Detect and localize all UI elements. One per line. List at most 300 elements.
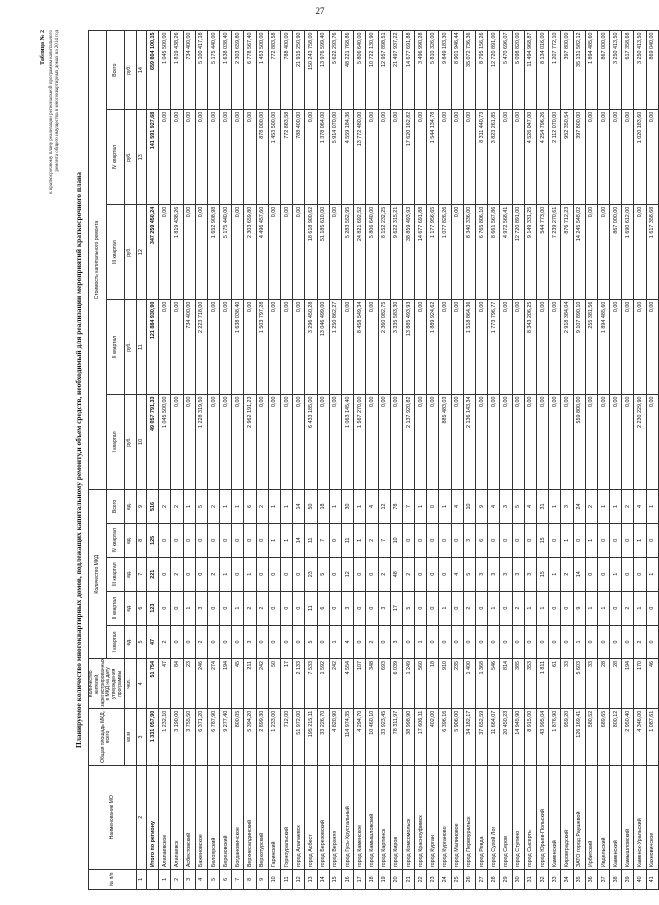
table-cell: 402,00 <box>427 709 439 766</box>
table-cell: 1 <box>646 557 658 591</box>
table-cell: 30 <box>341 489 353 523</box>
table-row <box>268 31 280 890</box>
table-cell: Камышловский <box>622 765 634 869</box>
table-cell: 1 889 924,62 <box>427 300 439 395</box>
table-cell: 8 152 232,25 <box>378 205 390 300</box>
table-cell: 1 638 038,40 <box>232 300 244 395</box>
table-row <box>634 31 646 890</box>
table-cell: 195 215,11 <box>305 709 317 766</box>
col-header-mkd-q2: II квартал <box>107 591 124 625</box>
table-cell: 0 <box>220 523 232 557</box>
table-cell: Горноуральский <box>281 765 293 869</box>
table-cell: 0 <box>634 557 646 591</box>
table-cell: 1 <box>524 591 536 625</box>
table-cell: 0 <box>415 557 427 591</box>
table-cell: 1 <box>183 591 195 625</box>
table-cell: 5 <box>317 557 329 591</box>
table-cell: 0,00 <box>232 110 244 205</box>
table-cell: 0,00 <box>415 395 427 490</box>
table-cell: 33 <box>585 659 597 709</box>
table-cell: 1 <box>220 557 232 591</box>
table-row <box>195 31 207 890</box>
table-cell: 559 800,00 <box>573 395 585 490</box>
table-cell: 952 350,54 <box>561 110 573 205</box>
table-cell: 16 <box>341 869 353 889</box>
table-cell: 47 <box>159 659 171 709</box>
table-cell: 0 <box>293 591 305 625</box>
table-cell: 0 <box>622 557 634 591</box>
table-cell: 6 765 806,10 <box>476 205 488 300</box>
table-cell: 274 <box>207 659 219 709</box>
table-cell: 17 <box>390 591 402 625</box>
table-cell: город Березовский <box>317 765 329 869</box>
table-cell: 12 720 891,00 <box>512 205 524 300</box>
table-cell: 1 <box>281 489 293 523</box>
table-cell: 8 343 206,25 <box>524 300 536 395</box>
table-cell: 27 <box>476 869 488 889</box>
table-cell: 0 <box>159 523 171 557</box>
table-cell: 25 <box>451 869 463 889</box>
table-cell: 5 470 696,07 <box>500 31 512 110</box>
document-title: Планируемое количество многоквартирных домов, подлежащих капитальному ремонту,и объем средств, необходимый для реализации мероприятий краткосрочного плана <box>74 172 83 748</box>
table-row <box>463 31 475 890</box>
table-row <box>561 31 573 890</box>
table-cell: 1 400 <box>463 659 475 709</box>
table-cell: 3 <box>524 557 536 591</box>
table-cell: 4 <box>451 557 463 591</box>
table-cell: 0,00 <box>488 395 500 490</box>
table-cell: 33 <box>561 659 573 709</box>
table-cell: 1 819 438,26 <box>171 205 183 300</box>
table-cell: 0 <box>476 625 488 659</box>
table-cell: 12 <box>341 557 353 591</box>
table-cell: 0,00 <box>415 300 427 395</box>
table-cell: Белоярский <box>207 765 219 869</box>
table-cell: 544 773,00 <box>536 205 548 300</box>
table-cell: 0,00 <box>341 300 353 395</box>
table-cell: город Комсомольск <box>402 765 414 869</box>
table-cell: 1 592 <box>317 659 329 709</box>
table-cell: 788 400,00 <box>281 31 293 110</box>
table-cell: 8 311 440,73 <box>476 110 488 205</box>
table-cell: 1 503 797,28 <box>256 300 268 395</box>
table-cell: 125 <box>146 523 158 557</box>
table-cell: 6 371,20 <box>195 709 207 766</box>
table-cell: 353 <box>524 659 536 709</box>
table-cell: 5 806 640,00 <box>354 31 366 110</box>
table-cell: 0,00 <box>610 395 622 490</box>
table-cell: город Ревда <box>476 765 488 869</box>
table-cell: 0,00 <box>366 395 378 490</box>
table-cell: 3 <box>488 557 500 591</box>
table-cell: 0,00 <box>561 395 573 490</box>
table-cell: 1 331 057,90 <box>146 709 158 766</box>
table-cell: 84 <box>171 659 183 709</box>
col-header-num: № п/п <box>89 869 137 889</box>
table-cell: 800,05 <box>232 709 244 766</box>
table-cell: 0,00 <box>159 110 171 205</box>
table-cell: 0,00 <box>463 110 475 205</box>
table-cell: 126 169,41 <box>573 709 585 766</box>
table-cell: город Курган <box>427 765 439 869</box>
table-cell: 1 819 438,26 <box>171 31 183 110</box>
table-cell: 0 <box>451 523 463 557</box>
table-cell: 28 <box>488 869 500 889</box>
table-cell: 0,00 <box>317 395 329 490</box>
table-cell: 1 <box>585 523 597 557</box>
table-cell: 2 133 <box>293 659 305 709</box>
table-cell: город Серов <box>500 765 512 869</box>
table-cell: 5 098 820,00 <box>512 31 524 110</box>
table-cell: город Красноуфимск <box>415 765 427 869</box>
table-cell: 6 <box>476 523 488 557</box>
table-cell: 4 254 796,26 <box>536 110 548 205</box>
table-cell: город Асбест <box>305 765 317 869</box>
table-cell: 0 <box>597 523 609 557</box>
table-cell: 1 <box>439 591 451 625</box>
table-cell: 0,00 <box>183 110 195 205</box>
table-cell: 0,00 <box>183 395 195 490</box>
table-cell: 26 <box>463 869 475 889</box>
table-cell: 3 <box>195 591 207 625</box>
table-cell: Каменский <box>610 765 622 869</box>
table-cell: 0,00 <box>610 110 622 205</box>
col-header-cost-q3: III квартал <box>107 205 124 300</box>
table-cell: 24 <box>439 869 451 889</box>
unit-area: кв.м <box>124 709 136 766</box>
table-cell: Гаринский <box>268 765 280 869</box>
table-cell: 0 <box>354 557 366 591</box>
table-cell: 194 <box>622 659 634 709</box>
table-row <box>354 31 366 890</box>
table-cell: Ивдельский <box>597 765 609 869</box>
table-cell: 1 544 134,78 <box>427 110 439 205</box>
table-cell: 9 <box>256 869 268 889</box>
table-cell: 1 378 064,00 <box>317 110 329 205</box>
table-cell: 47 <box>146 625 158 659</box>
table-cell: 1 <box>610 557 622 591</box>
table-cell: город Камышловский <box>366 765 378 869</box>
table-cell: 3 250 413,50 <box>634 31 646 110</box>
table-cell: 0,00 <box>207 300 219 395</box>
table-cell: 0,00 <box>171 395 183 490</box>
table-cell: 0,00 <box>646 300 658 395</box>
table-cell: 170 <box>634 659 646 709</box>
table-cell: 9 <box>476 489 488 523</box>
table-cell: 0,00 <box>451 300 463 395</box>
table-cell: 734 400,00 <box>183 300 195 395</box>
table-cell: 0,00 <box>622 300 634 395</box>
table-cell: 18 <box>427 659 439 709</box>
table-cell: Ирбитский <box>585 765 597 869</box>
table-cell: Верхнесалдинский <box>244 765 256 869</box>
table-cell: 9 277,40 <box>220 709 232 766</box>
table-cell: 31 <box>536 489 548 523</box>
table-cell: 9 <box>136 489 146 523</box>
table-cell: 12 <box>378 489 390 523</box>
table-cell: 6 <box>317 591 329 625</box>
table-cell: 0 <box>268 625 280 659</box>
table-cell: 23 <box>183 659 195 709</box>
table-cell: 0 <box>512 625 524 659</box>
table-cell: 14 945,90 <box>512 709 524 766</box>
table-cell: 0 <box>268 591 280 625</box>
appendix-note <box>40 30 62 330</box>
table-cell: 4 <box>195 869 207 889</box>
table-cell: 10 <box>268 869 280 889</box>
table-cell: 0 <box>597 557 609 591</box>
table-cell: 10 <box>136 395 146 490</box>
table-cell: 5 906,00 <box>451 709 463 766</box>
table-cell: 18 618 900,62 <box>305 205 317 300</box>
table-cell: 0 <box>415 523 427 557</box>
table-cell: 4 <box>366 489 378 523</box>
table-cell: 0 <box>573 523 585 557</box>
table-cell: 5 810 326,00 <box>427 31 439 110</box>
table-cell: 8 <box>136 523 146 557</box>
table-cell: 3 755,50 <box>183 709 195 766</box>
table-row <box>585 31 597 890</box>
table-row <box>415 31 427 890</box>
table-cell: 2 137 920,82 <box>402 395 414 490</box>
table-cell: 0 <box>439 625 451 659</box>
table-cell: Богдановичское <box>232 765 244 869</box>
table-cell: 11 <box>305 591 317 625</box>
table-cell: 1 453 500,00 <box>268 110 280 205</box>
table-cell: 0,00 <box>524 395 536 490</box>
table-cell: 1 <box>244 557 256 591</box>
table-cell: 2 899,30 <box>256 709 268 766</box>
table-row <box>183 31 195 890</box>
table-cell: 0 <box>366 591 378 625</box>
table-cell: 0,00 <box>195 110 207 205</box>
table-cell: 235 <box>451 659 463 709</box>
table-cell: 910 <box>439 659 451 709</box>
table-cell: 1 063 145,40 <box>341 395 353 490</box>
table-cell: 7 <box>317 523 329 557</box>
table-cell: 0,00 <box>597 110 609 205</box>
table-cell: 8 795 156,26 <box>476 31 488 110</box>
table-cell: 3 <box>512 557 524 591</box>
table-cell: 0,00 <box>159 300 171 395</box>
table-cell: 5 <box>512 489 524 523</box>
unit-residents: чел. <box>124 659 136 709</box>
table-row <box>646 31 658 890</box>
table-cell: Каменский <box>549 765 561 869</box>
table-cell: 0,00 <box>451 110 463 205</box>
table-cell: 211 <box>244 659 256 709</box>
unit-cost-q2: руб. <box>124 300 136 395</box>
table-cell: 33 923,45 <box>378 709 390 766</box>
table-cell: 2 <box>195 625 207 659</box>
table-cell: 2 <box>622 591 634 625</box>
table-cell: 0,00 <box>293 300 305 395</box>
table-cell: 39 <box>622 869 634 889</box>
table-cell: 1 232,10 <box>159 709 171 766</box>
table-cell: 0,00 <box>195 205 207 300</box>
table-cell: 4 <box>136 659 146 709</box>
table-cell: 11 <box>281 869 293 889</box>
table-cell: 0 <box>488 523 500 557</box>
table-cell: 3 <box>244 625 256 659</box>
table-cell: Алапаевск <box>171 765 183 869</box>
table-cell: 14 <box>136 31 146 110</box>
appendix-line-2: ремонта общего имущества в многоквартирных домах на 2014 год <box>55 30 60 172</box>
table-cell: 14 677 691,88 <box>415 205 427 300</box>
table-cell: 617 358,68 <box>622 31 634 110</box>
table-cell: 0,00 <box>390 395 402 490</box>
table-cell: 1 <box>549 557 561 591</box>
table-cell: Верхотурский <box>256 765 268 869</box>
table-cell: 772 883,58 <box>281 110 293 205</box>
table-cell: 28 <box>610 659 622 709</box>
table-cell: 0,00 <box>232 395 244 490</box>
table-cell: 0,00 <box>634 300 646 395</box>
table-cell: 5 <box>402 591 414 625</box>
table-cell: 1 <box>329 489 341 523</box>
table-cell: 1 368 <box>476 659 488 709</box>
table-cell: 0,00 <box>549 395 561 490</box>
table-cell: 4 346,00 <box>634 709 646 766</box>
table-cell: 0,00 <box>207 395 219 490</box>
table-cell: 2 <box>585 489 597 523</box>
table-cell: 0,00 <box>378 395 390 490</box>
table-cell: 1 <box>585 591 597 625</box>
table-cell: 1 <box>646 489 658 523</box>
table-row <box>159 31 171 890</box>
table-cell: 878 000,00 <box>256 110 268 205</box>
table-cell: 114 974,35 <box>341 709 353 766</box>
table-row <box>427 31 439 890</box>
table-cell: 1 <box>573 625 585 659</box>
table-cell: 20 <box>390 869 402 889</box>
table-cell: 2 <box>244 591 256 625</box>
table-cell: 33 <box>549 869 561 889</box>
table-cell: 12 720 891,00 <box>488 31 500 110</box>
table-row <box>329 31 341 890</box>
table-cell: 0,00 <box>439 300 451 395</box>
table-cell: 23 <box>305 557 317 591</box>
table-cell: 35 131 582,12 <box>573 31 585 110</box>
table-cell: 35 072 736,36 <box>463 31 475 110</box>
table-cell: 2 <box>171 489 183 523</box>
table-cell: 0 <box>402 523 414 557</box>
table-cell: 38 998,90 <box>402 709 414 766</box>
table-cell: 41 <box>646 869 658 889</box>
table-cell: 2 360 082,75 <box>378 300 390 395</box>
table-cell: 2 <box>366 523 378 557</box>
table-cell: 0,00 <box>366 300 378 395</box>
table-cell: город Каменское <box>354 765 366 869</box>
table-cell: 0 <box>427 625 439 659</box>
table-cell: 0,00 <box>244 300 256 395</box>
table-cell: 1 <box>561 523 573 557</box>
table-cell: 516 <box>146 489 158 523</box>
table-cell: 1 811 <box>536 659 548 709</box>
table-cell: 0 <box>536 625 548 659</box>
table-cell: 4 <box>488 489 500 523</box>
table-cell: 0 <box>427 489 439 523</box>
table-cell: 7 <box>136 557 146 591</box>
table-cell: 1 <box>354 523 366 557</box>
table-cell: 0,00 <box>597 395 609 490</box>
table-cell: 0,00 <box>183 205 195 300</box>
table-cell: 1 773 796,77 <box>488 300 500 395</box>
table-cell: 0,00 <box>500 395 512 490</box>
table-cell: 0 <box>439 557 451 591</box>
table-cell: 869 040,00 <box>646 31 658 110</box>
table-row <box>622 31 634 890</box>
table-cell: 3 496 990,28 <box>415 31 427 110</box>
table-cell: 0,00 <box>646 395 658 490</box>
table-cell: 6 778 567,40 <box>244 31 256 110</box>
table-cell: 1 <box>354 489 366 523</box>
table-cell: 0 <box>549 625 561 659</box>
table-cell: 28 <box>597 659 609 709</box>
table-cell: 2 <box>171 869 183 889</box>
table-cell: 4 526 047,00 <box>524 110 536 205</box>
table-cell: 23 <box>427 869 439 889</box>
table-cell: 78 311,97 <box>390 709 402 766</box>
table-cell: 0 <box>281 557 293 591</box>
table-cell: 13 <box>305 869 317 889</box>
table-cell: Асбестовский <box>183 765 195 869</box>
table-cell: 38 <box>610 869 622 889</box>
table-cell: 0 <box>268 557 280 591</box>
table-cell: 0,00 <box>512 395 524 490</box>
table-cell: 0 <box>207 625 219 659</box>
table-cell: 7 533 <box>305 659 317 709</box>
table-cell: 8 915,00 <box>524 709 536 766</box>
table-cell: 50 <box>268 659 280 709</box>
table-cell: 0,00 <box>171 110 183 205</box>
table-cell: 0 <box>256 625 268 659</box>
table-cell: 32 <box>536 869 548 889</box>
table-cell: город Алапаевск <box>293 765 305 869</box>
col-header-mkd-total: Всего <box>107 489 124 523</box>
table-cell: 0 <box>256 523 268 557</box>
table-cell: 10 460,10 <box>366 709 378 766</box>
table-cell: 5 100 417,18 <box>195 31 207 110</box>
table-cell: 0 <box>524 625 536 659</box>
table-cell: 12 957 898,51 <box>378 31 390 110</box>
table-cell: 0,00 <box>549 300 561 395</box>
table-cell: 0,00 <box>536 395 548 490</box>
table-cell: 5 <box>195 489 207 523</box>
table-cell: 2 <box>159 489 171 523</box>
table-cell: 8 901 946,44 <box>451 31 463 110</box>
table-cell: 0 <box>415 591 427 625</box>
table-cell: 0,00 <box>536 300 548 395</box>
table-cell: 194 <box>220 659 232 709</box>
table-cell: 734 400,00 <box>183 31 195 110</box>
table-cell: 1 249 <box>402 659 414 709</box>
table-cell: 9 107 890,10 <box>573 300 585 395</box>
table-cell: 150 243 758,00 <box>305 31 317 110</box>
table-cell: 0 <box>427 523 439 557</box>
table-cell: 0,00 <box>610 300 622 395</box>
table-cell: 867 000,00 <box>597 31 609 110</box>
data-table <box>88 30 659 890</box>
table-cell: 1 <box>183 489 195 523</box>
table-cell: 8 340 336,00 <box>463 205 475 300</box>
table-cell: 0,00 <box>585 395 597 490</box>
table-cell: 0 <box>354 625 366 659</box>
table-cell: 0 <box>500 591 512 625</box>
table-cell: 693 <box>378 659 390 709</box>
table-cell: 255 381,56 <box>585 300 597 395</box>
unit-mkd-q3: ед. <box>124 557 136 591</box>
